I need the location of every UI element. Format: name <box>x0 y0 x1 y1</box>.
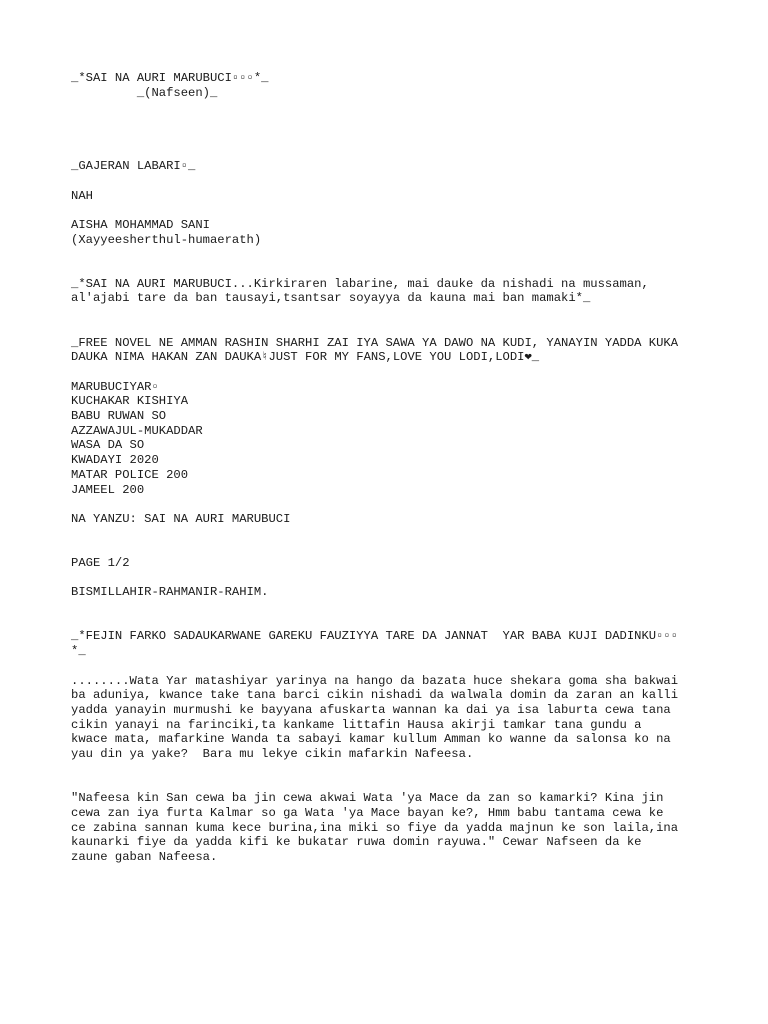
text-line: _*FEJIN FARKO SADAUKARWANE GAREKU FAUZIYYA TARE DA JANNAT YAR BABA KUJI DADINKU▫▫▫ <box>71 629 679 644</box>
blank-line <box>71 144 711 159</box>
text-line: DAUKA NIMA HAKAN ZAN DAUKA♮JUST FOR MY FANS,LOVE YOU LODI,LODI❤_ <box>71 350 540 365</box>
blank-line <box>71 306 711 321</box>
blank-line <box>71 203 711 218</box>
text-line: kwace mata, mafarkine Wanda ta sabayi kamar kullum Amman ko wanne da salonsa ko na <box>71 732 671 747</box>
text-line: WASA DA SO <box>71 438 145 453</box>
blank-line <box>71 497 711 512</box>
blank-line <box>71 776 711 791</box>
text-line: JAMEEL 200 <box>71 482 145 497</box>
text-line: KUCHAKAR KISHIYA <box>71 394 189 409</box>
blank-line <box>71 130 711 145</box>
blank-line <box>71 321 711 336</box>
blank-line <box>71 541 711 556</box>
text-line: *_ <box>71 644 86 659</box>
text-line: ........Wata Yar matashiyar yarinya na hango da bazata huce shekara goma sha bakwai <box>71 673 679 688</box>
text-line: ba aduniya, kwance take tana barci cikin nishadi da walwala domin da zaran an kalli <box>71 688 679 703</box>
blank-line <box>71 527 711 542</box>
text-line: AISHA MOHAMMAD SANI <box>71 217 210 232</box>
blank-line <box>71 115 711 130</box>
text-line: AZZAWAJUL-MUKADDAR <box>71 423 203 438</box>
text-line: BISMILLAHIR-RAHMANIR-RAHIM. <box>71 585 269 600</box>
text-line: _*SAI NA AURI MARUBUCI...Kirkiraren labarine, mai dauke da nishadi na mussaman, <box>71 276 649 291</box>
text-line: PAGE 1/2 <box>71 555 130 570</box>
blank-line <box>71 174 711 189</box>
text-line: cikin yanayi na farinciki,ta kankame littafin Hausa akirji tamkar tana gundu a <box>71 717 642 732</box>
blank-line <box>71 615 711 630</box>
text-line: _(Nafseen)_ <box>71 85 218 100</box>
text-line: cewa zan iya furta Kalmar so ga Wata 'ya Mace bayan ke?, Hmm babu tantama cewa ke <box>71 805 664 820</box>
text-line: yadda yanayin murmushi ke bayyana afuskarta wannan ka dai ya isa laburta cewa tana <box>71 702 671 717</box>
text-line: (Xayyeesherthul-humaerath) <box>71 232 262 247</box>
text-line: BABU RUWAN SO <box>71 409 167 423</box>
text-line: ce zabina sannan kuma kece burina,ina miki so fiye da yadda majnun ke son laila,ina <box>71 820 679 835</box>
blank-line <box>71 262 711 277</box>
text-line: _GAJERAN LABARI▫_ <box>71 159 196 174</box>
text-line: MARUBUCIYAR▫ <box>71 379 159 394</box>
text-line: NAH <box>71 188 93 203</box>
blank-line <box>71 762 711 777</box>
blank-line <box>71 571 711 586</box>
text-line: zaune gaban Nafeesa. <box>71 849 218 864</box>
text-line: KWADAYI 2020 <box>71 453 159 468</box>
text-line: al'ajabi tare da ban tausayi,tsantsar soyayya da kauna mai ban mamaki*_ <box>71 291 591 306</box>
text-line: "Nafeesa kin San cewa ba jin cewa akwai Wata 'ya Mace da zan so kamarki? Kina jin <box>71 791 664 806</box>
text-line: _FREE NOVEL NE AMMAN RASHIN SHARHI ZAI IYA SAWA YA DAWO NA KUDI, YANAYIN YADDA KUKA <box>71 335 679 350</box>
text-line: NA YANZU: SAI NA AURI MARUBUCI <box>71 511 291 526</box>
text-line: MATAR POLICE 200 <box>71 467 189 482</box>
document-body <box>71 71 711 865</box>
blank-line <box>71 659 711 674</box>
blank-line <box>71 600 711 615</box>
blank-line <box>71 247 711 262</box>
text-line: yau din ya yake? Bara mu lekye cikin mafarkin Nafeesa. <box>71 747 474 762</box>
blank-line <box>71 365 711 380</box>
text-line: kaunarki fiye da yadda kifi ke bukatar ruwa domin rayuwa." Cewar Nafseen da ke <box>71 835 642 850</box>
blank-line <box>71 100 711 115</box>
text-line: _*SAI NA AURI MARUBUCI▫▫▫*_ <box>71 71 269 85</box>
